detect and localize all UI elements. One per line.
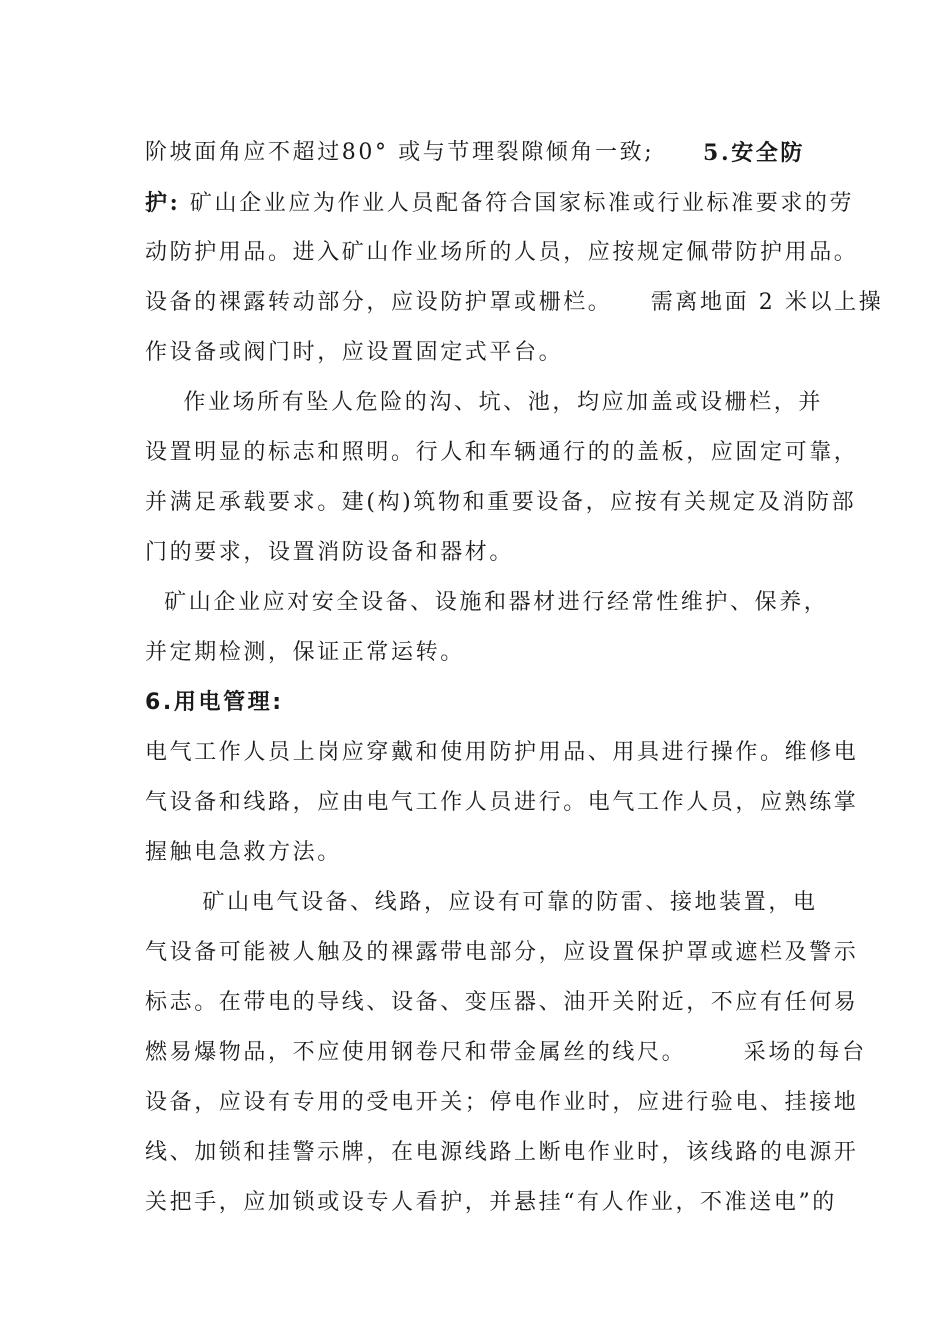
text-line-4: 设备的裸露转动部分，应设防护罩或栅栏。 需离地面 2 米以上操 [145,290,884,315]
text-line-7: 设置明显的标志和照明。行人和车辆通行的的盖板，应固定可靠， [145,440,859,465]
text-line-8: 并满足承载要求。建(构)筑物和重要设备，应按有关规定及消防部 [145,490,857,515]
text-line-2-body: 矿山企业应为作业人员配备符合国家标准或行业标准要求的劳 [180,191,855,216]
text-line-17: 气设备可能被人触及的裸露带电部分，应设置保护罩或遮栏及警示 [145,940,859,965]
section-heading-5-part1: 5.安全防 [703,140,805,166]
text-line-14: 气设备和线路，应由电气工作人员进行。电气工作人员，应熟练掌 [145,790,859,815]
text-line-16: 矿山电气设备、线路，应设有可靠的防雷、接地装置，电 [145,890,818,915]
text-line-5: 作设备或阀门时，应设置固定式平台。 [145,340,564,365]
text-line-9: 门的要求，设置消防设备和器材。 [145,540,515,565]
text-line-3: 动防护用品。进入矿山作业场所的人员，应按规定佩带防护用品。 [145,240,859,265]
section-heading-6: 6.用电管理: [145,690,284,715]
text-line-1-body: 阶坡面角应不超过80° 或与节理裂隙倾角一致; [145,140,655,165]
text-line-1 [145,138,805,168]
text-line-11: 并定期检测，保证正常运转。 [145,640,465,665]
text-line-15: 握触电急救方法。 [145,840,342,865]
text-line-20: 设备，应设有专用的受电开关；停电作业时，应进行验电、挂接地 [145,1090,859,1115]
text-line-10: 矿山企业应对安全设备、设施和器材进行经常性维护、保养， [145,590,829,615]
text-line-18: 标志。在带电的导线、设备、变压器、油开关附近，不应有任何易 [145,990,859,1015]
text-line-13: 电气工作人员上岗应穿戴和使用防护用品、用具进行操作。维修电 [145,740,859,765]
text-line-2 [145,188,855,219]
text-line-21: 线、加锁和挂警示牌，在电源线路上断电作业时，该线路的电源开 [145,1140,859,1165]
text-line-22: 关把手，应加锁或设专人看护，并悬挂“有人作业，不准送电”的 [145,1190,837,1215]
text-line-19: 燃易爆物品，不应使用钢卷尺和带金属丝的线尺。 采场的每台 [145,1040,867,1065]
section-heading-5-part2: 护: [145,190,181,216]
text-line-6: 作业场所有坠人危险的沟、坑、池，均应加盖或设栅栏，并 [145,390,823,415]
